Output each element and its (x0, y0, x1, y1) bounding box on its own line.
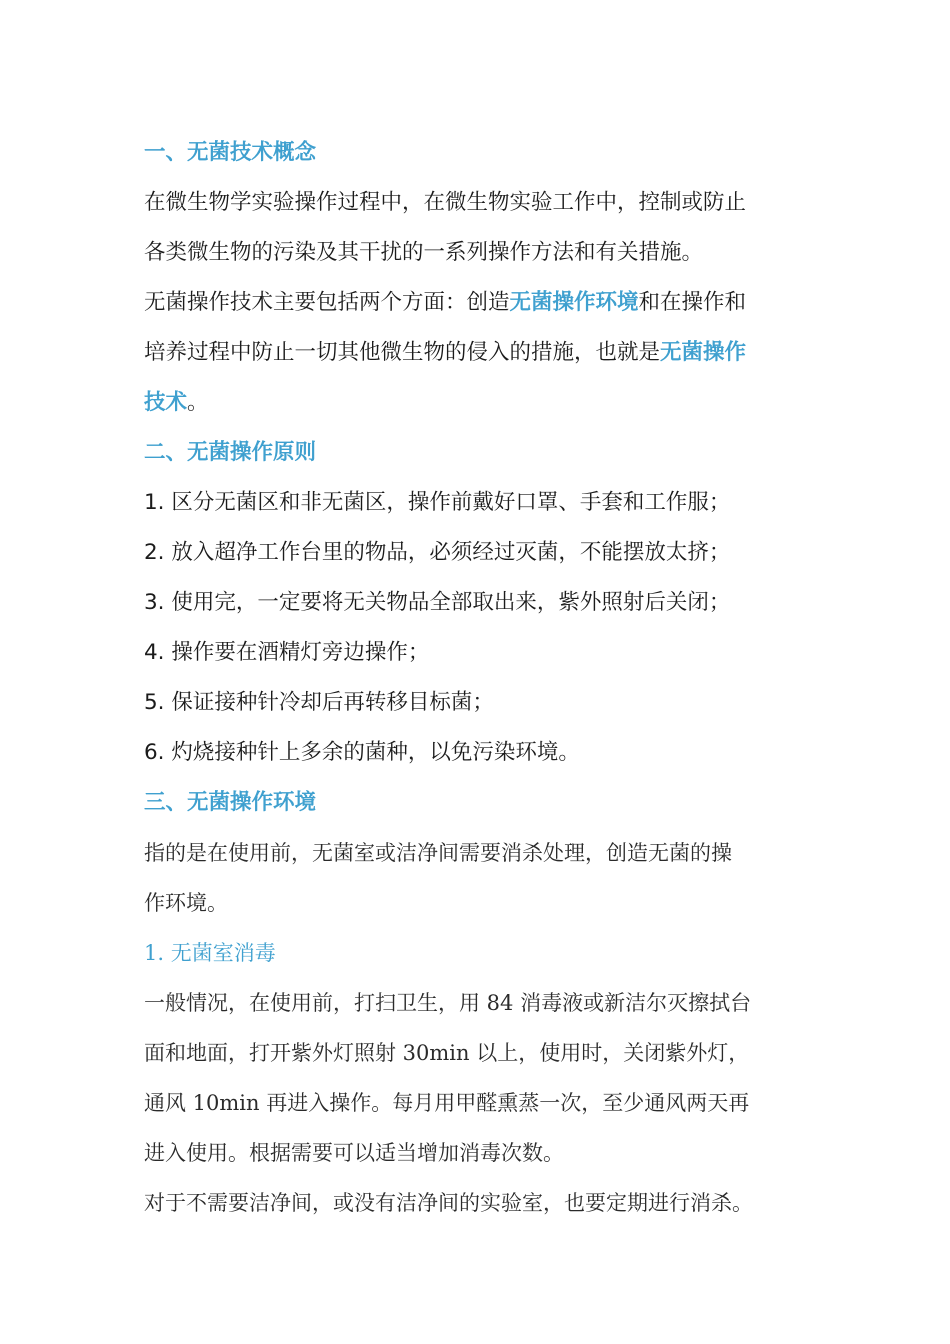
highlight-aseptic-environment: 无菌操作环境 (509, 290, 639, 315)
section-3-heading: 三、无菌操作环境 (144, 790, 317, 815)
section-1-paragraph-2-line-3 (144, 378, 824, 428)
subsection-1-line-2: 面和地面，打开紫外灯照射 30min 以上，使用时，关闭紫外灯， (144, 1041, 750, 1065)
principle-item-3: 3. 使用完，一定要将无关物品全部取出来，紫外照射后关闭； (144, 590, 731, 615)
section-1-paragraph-1-line-1: 在微生物学实验操作过程中，在微生物实验工作中，控制或防止 (144, 190, 747, 215)
section-1-heading: 一、无菌技术概念 (144, 140, 317, 165)
section-3-paragraph-1-line-2: 作环境。 (144, 891, 228, 915)
section-3-paragraph-1-line-1: 指的是在使用前，无菌室或洁净间需要消杀处理，创造无菌的操 (144, 841, 732, 865)
section-1-paragraph-2-line-1 (144, 278, 824, 328)
principle-item-6: 6. 灼烧接种针上多余的菌种，以免污染环境。 (144, 740, 580, 765)
text-span: 无菌操作技术主要包括两个方面：创造 (144, 290, 510, 315)
section-3-paragraph-2-line-1: 对于不需要洁净间，或没有洁净间的实验室，也要定期进行消杀。 (144, 1191, 753, 1215)
subsection-1-line-1: 一般情况，在使用前，打扫卫生，用 84 消毒液或新洁尔灭擦拭台 (144, 991, 752, 1015)
text-span: 培养过程中防止一切其他微生物的侵入的措施，也就是 (144, 340, 661, 365)
section-1-paragraph-2-line-2 (144, 328, 824, 378)
text-span: 和在操作和 (638, 290, 747, 315)
principle-item-1: 1. 区分无菌区和非无菌区，操作前戴好口罩、手套和工作服； (144, 490, 731, 515)
section-2-heading: 二、无菌操作原则 (144, 440, 317, 465)
principle-item-5: 5. 保证接种针冷却后再转移目标菌； (144, 690, 494, 715)
subsection-1-line-4: 进入使用。根据需要可以适当增加消毒次数。 (144, 1141, 564, 1165)
document-content (144, 128, 824, 1228)
highlight-aseptic-technique-part-2: 技术 (144, 390, 188, 415)
section-1-paragraph-1-line-2: 各类微生物的污染及其干扰的一系列操作方法和有关措施。 (144, 240, 704, 265)
text-span: 。 (187, 390, 209, 415)
subsection-1-heading: 1. 无菌室消毒 (144, 941, 276, 965)
principle-item-2: 2. 放入超净工作台里的物品，必须经过灭菌，不能摆放太挤； (144, 540, 731, 565)
highlight-aseptic-technique-part-1: 无菌操作 (660, 340, 747, 365)
subsection-1-line-3: 通风 10min 再进入操作。每月用甲醛熏蒸一次，至少通风两天再 (144, 1091, 750, 1115)
principle-item-4: 4. 操作要在酒精灯旁边操作； (144, 640, 430, 665)
